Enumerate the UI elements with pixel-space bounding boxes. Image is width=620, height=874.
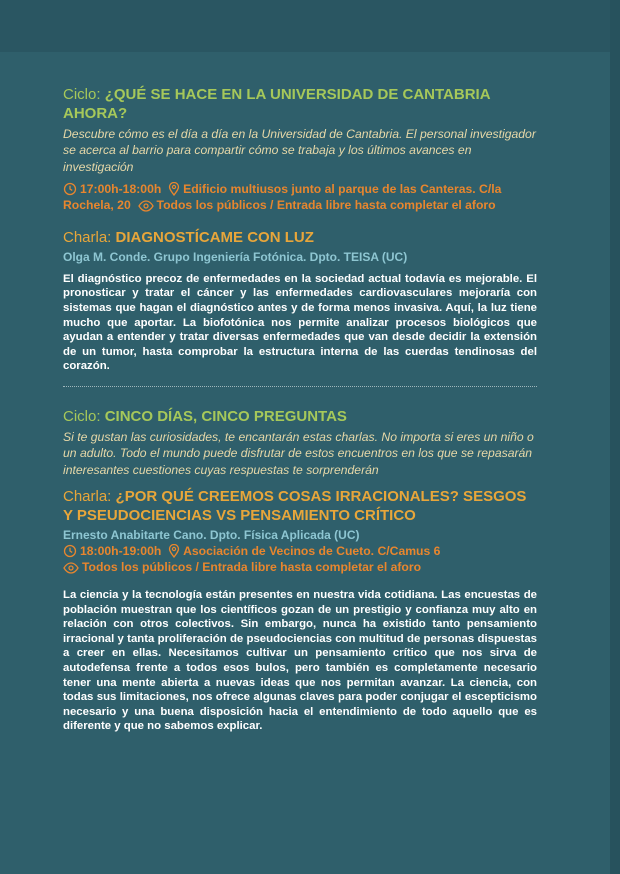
decorative-top-band xyxy=(0,0,620,52)
section-description: Si te gustan las curiosidades, te encantarán estas charlas. No importa si eres un niño o un adulto. Todo el mundo puede disfrutar de estos encuentros en los que se repasarán interesantes cuestiones cuyas respuestas te sorprenderán xyxy=(63,430,534,477)
section-que-se-hace xyxy=(63,85,537,214)
talk-body: La ciencia y la tecnología están presentes en nuestra vida cotidiana. Las encuestas de población muestran que los científicos gozan de un prestigio y confianza muy alto en relación con otros colectivos. Sin embargo, nunca ha existido tanto pensamiento irracional y tanta proliferación de pseudociencias con multitud de personas dispuestas a creer en ellas. Necesitamos cultivar un pensamiento crítico que nos sirva de autodefensa frente a todos esos bulos, pero también es completamente necesario tener una mente abierta a nuevas ideas que nos permitan avanzar. La ciencia, con todas sus limitaciones, nos ofrece algunas claves para poder conjugar el escepticismo necesario y una buena disposición hacia el entendimiento de todo aquello que es diferente y que no sabemos explicar. xyxy=(63,588,537,733)
section-divider xyxy=(63,386,537,387)
eye-icon xyxy=(138,200,154,212)
talk-por-que-creemos xyxy=(63,487,537,734)
talk-title-text: ¿POR QUÉ CREEMOS COSAS IRRACIONALES? SESGOS Y PSEUDOCIENCIAS VS PENSAMIENTO CRÍTICO xyxy=(63,487,527,524)
talk-title xyxy=(63,228,537,247)
talk-speaker: Ernesto Anabitarte Cano. Dpto. Física Aplicada (UC) xyxy=(63,527,360,542)
location-pin-icon xyxy=(168,182,180,196)
section-prefix: Ciclo: xyxy=(63,408,105,426)
section-title xyxy=(63,407,537,426)
clock-icon xyxy=(63,544,77,558)
page-content xyxy=(63,85,537,734)
section-title-text: CINCO DÍAS, CINCO PREGUNTAS xyxy=(104,408,347,426)
talk-prefix: Charla: xyxy=(63,487,116,505)
decorative-right-edge xyxy=(610,0,620,874)
section-cinco-dias xyxy=(63,407,537,478)
talk-prefix: Charla: xyxy=(63,228,116,246)
event-location: Asociación de Vecinos de Cueto. C/Camus 6 xyxy=(183,543,441,558)
section-description: Descubre cómo es el día a día en la Universidad de Cantabria. El personal investigador se acerca al barrio para compartir cómo se trabaja y los últimos avances en investigación xyxy=(63,127,536,174)
event-audience: Todos los públicos / Entrada libre hasta completar el aforo xyxy=(82,560,422,575)
event-time: 18:00h-19:00h xyxy=(80,543,162,558)
talk-diagnosticame xyxy=(63,228,537,374)
location-pin-icon xyxy=(168,544,180,558)
eye-icon xyxy=(63,562,79,574)
talk-body: El diagnóstico precoz de enfermedades en la sociedad actual todavía es mejorable. El pronosticar y tratar el cáncer y las enfermedades cardiovasculares mejoraría con sistemas que hagan el diagnóstico antes y de forma menos invasiva. Aquí, la luz tiene mucho que aportar. La biofotónica nos permite analizar procesos biológicos que ayudan a entender y tratar diversas enfermedades que van desde decidir la extensión de un tumor, hasta comprobar la estructura interna de las cuerdas tendinosas del corazón. xyxy=(63,272,537,373)
talk-title-text: DIAGNOSTÍCAME CON LUZ xyxy=(115,228,314,246)
event-meta xyxy=(63,543,537,576)
section-title-text: ¿QUÉ SE HACE EN LA UNIVERSIDAD DE CANTABRIA AHORA? xyxy=(63,86,490,122)
section-prefix: Ciclo: xyxy=(63,86,105,103)
talk-title xyxy=(63,487,537,525)
event-location: Edificio multiusos junto al parque de las Canteras. C/la Rochela, 20 xyxy=(63,181,502,213)
section-title xyxy=(63,85,537,123)
event-meta xyxy=(63,181,537,214)
talk-speaker: Olga M. Conde. Grupo Ingeniería Fotónica. Dpto. TEISA (UC) xyxy=(63,249,408,264)
clock-icon xyxy=(63,182,77,196)
event-audience: Todos los públicos / Entrada libre hasta completar el aforo xyxy=(156,198,496,213)
event-time: 17:00h-18:00h xyxy=(80,181,162,196)
